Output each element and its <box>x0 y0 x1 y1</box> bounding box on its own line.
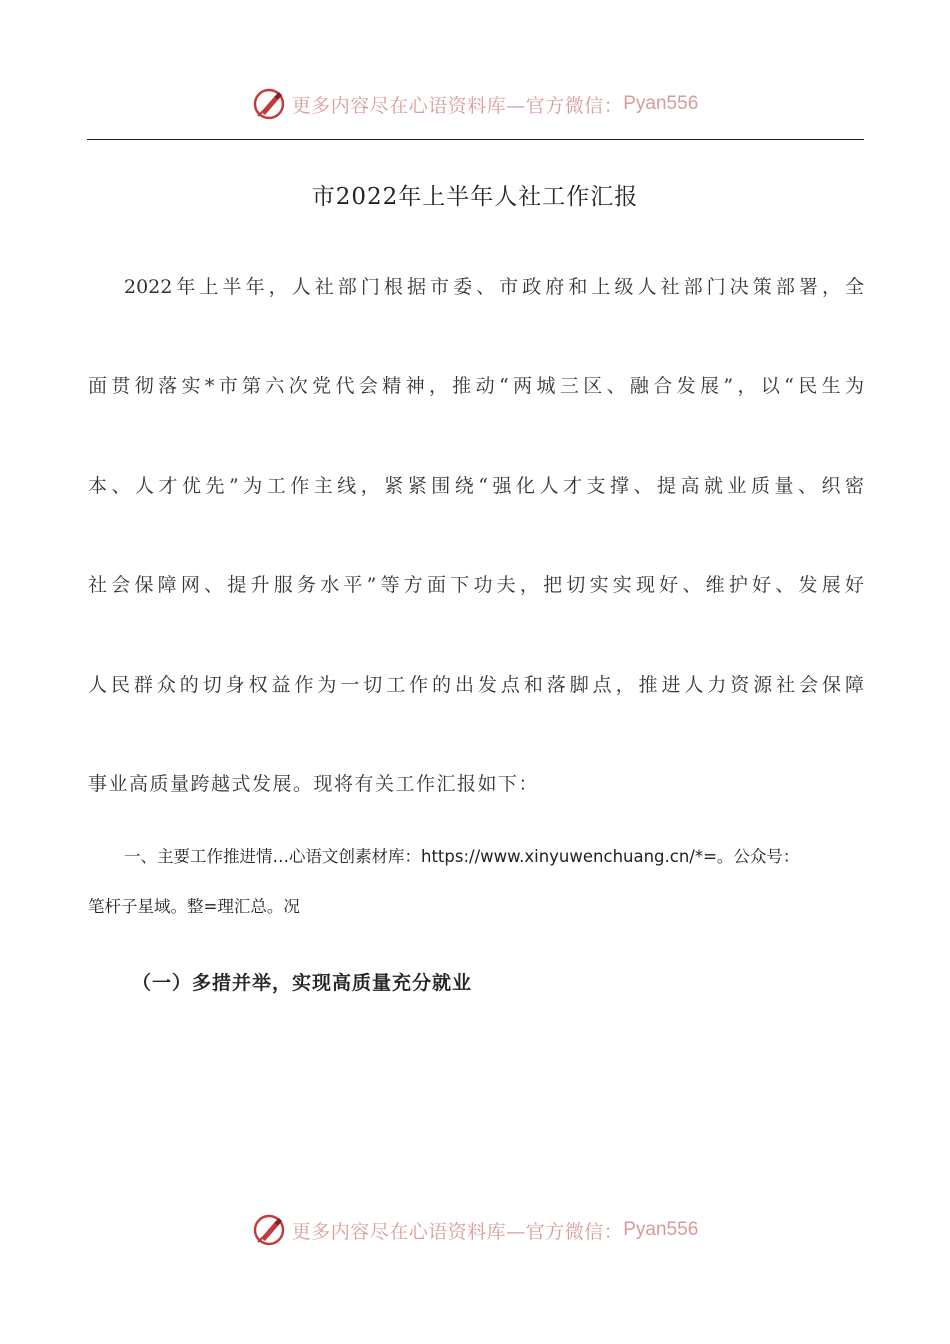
paragraph-line: 一、主要工作推进情…心语文创素材库：https://www.xinyuwenchuang.cn/*=。公众号： <box>124 847 800 866</box>
paragraph-line: 社会保障网、提升服务水平”等方面下功夫，把切实实现好、维护好、发展好 <box>88 574 864 596</box>
watermark-text: 更多内容尽在心语资料库—官方微信： <box>291 1220 624 1243</box>
document-title: 市2022年上半年人社工作汇报 <box>311 184 639 210</box>
watermark-footer <box>0 1210 950 1250</box>
paragraph-line: 本、人才优先”为工作主线，紧紧围绕“强化人才支撑、提高就业质量、织密 <box>88 475 864 497</box>
subheading: （一）多措并举，实现高质量充分就业 <box>132 972 473 994</box>
watermark-wechat-id: Pyan556 <box>623 1219 699 1240</box>
pen-logo-icon <box>252 87 286 121</box>
watermark-wechat-id: Pyan556 <box>623 93 699 114</box>
paragraph-line: 2022年上半年，人社部门根据市委、市政府和上级人社部门决策部署，全 <box>124 276 864 298</box>
paragraph-line: 事业高质量跨越式发展。现将有关工作汇报如下： <box>88 773 540 795</box>
pen-logo-icon <box>252 1213 286 1247</box>
watermark-header <box>0 84 950 124</box>
paragraph-line: 面贯彻落实*市第六次党代会精神，推动“两城三区、融合发展”，以“民生为 <box>88 375 864 397</box>
header-rule <box>87 139 864 140</box>
paragraph-line: 笔杆子星域。整=理汇总。况 <box>88 897 300 916</box>
paragraph-line: 人民群众的切身权益作为一切工作的出发点和落脚点，推进人力资源社会保障 <box>88 674 864 696</box>
watermark-text: 更多内容尽在心语资料库—官方微信： <box>291 94 624 117</box>
